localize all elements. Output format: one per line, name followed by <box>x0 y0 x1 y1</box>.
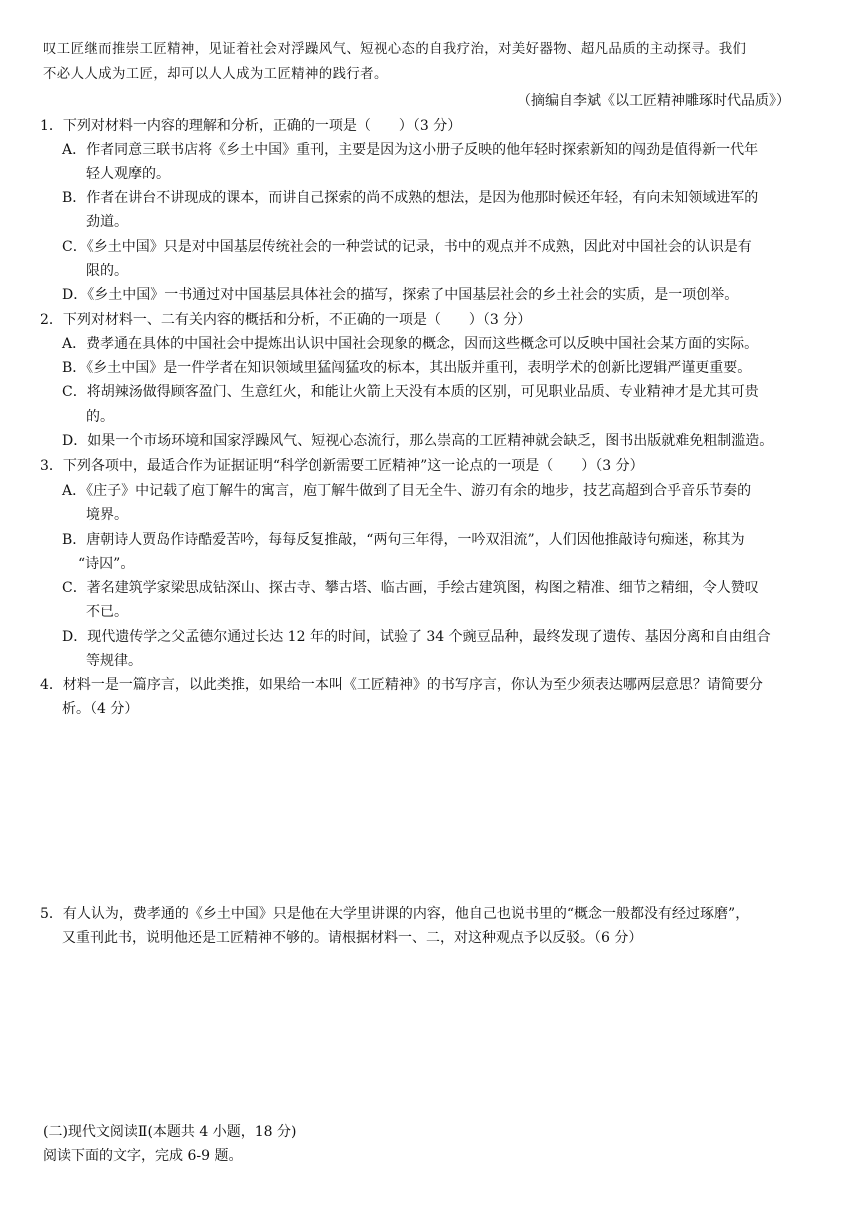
section-title: (二)现代文阅读Ⅱ(本题共 4 小题，18 分) <box>43 1124 297 1140</box>
question-3-option-c: C．著名建筑学家梁思成钻深山、探古寺、攀古塔、临古画，手绘古建筑图，构图之精准、细节之精细，令人赞叹 <box>62 580 759 596</box>
question-1-stem: 1．下列对材料一内容的理解和分析，正确的一项是（ ）（3 分） <box>40 118 462 134</box>
question-3-option-a: A．《庄子》中记载了庖丁解牛的寓言，庖丁解牛做到了目无全牛、游刃有余的地步，技艺高超到合乎音乐节奏的 <box>62 483 752 499</box>
question-2-option-c: C．将胡辣汤做得顾客盈门、生意红火，和能让火箭上天没有本质的区别，可见职业品质、专业精神才是尤其可贵 <box>62 384 759 400</box>
section-instruction: 阅读下面的文字，完成 6-9 题。 <box>43 1148 243 1164</box>
question-2-option-c-cont: 的。 <box>86 409 114 425</box>
question-3-stem: 3．下列各项中，最适合作为证据证明“科学创新需要工匠精神”这一论点的一项是（ ）（3 分） <box>40 458 644 474</box>
question-2-stem: 2．下列对材料一、二有关内容的概括和分析，不正确的一项是（ ）（3 分） <box>40 312 532 328</box>
question-4-stem: 4．材料一是一篇序言，以此类推，如果给一本叫《工匠精神》的书写序言，你认为至少须表达哪两层意思？请简要分 <box>40 677 763 693</box>
question-1-option-c-cont: 限的。 <box>86 263 128 279</box>
question-2-option-b: B．《乡土中国》是一件学者在知识领域里猛闯猛攻的标本，其出版并重刊，表明学术的创新比逻辑严谨更重要。 <box>62 360 752 376</box>
question-1-option-a-cont: 轻人观摩的。 <box>86 166 170 182</box>
question-4-stem-cont: 析。（4 分） <box>62 701 139 717</box>
intro-line-1: 叹工匠继而推崇工匠精神，见证着社会对浮躁风气、短视心态的自我疗治，对美好器物、超凡品质的主动探寻。我们 <box>43 42 747 57</box>
source-citation: （摘编自李斌《以工匠精神雕琢时代品质》） <box>517 93 790 109</box>
question-3-option-a-cont: 境界。 <box>86 507 128 523</box>
question-3-option-d: D．现代遗传学之父孟德尔通过长达 12 年的时间，试验了 34 个豌豆品种，最终发现了遗传、基因分离和自由组合 <box>62 629 771 645</box>
question-3-option-c-cont: 不已。 <box>86 604 128 620</box>
question-3-option-d-cont: 等规律。 <box>86 653 142 669</box>
question-1-option-a: A．作者同意三联书店将《乡土中国》重刊，主要是因为这小册子反映的他年轻时探索新知的闯劲是值得新一代年 <box>62 142 759 158</box>
question-2-option-a: A．费孝通在具体的中国社会中提炼出认识中国社会现象的概念，因而这些概念可以反映中国社会某方面的实际。 <box>62 336 759 352</box>
question-1-option-d: D．《乡土中国》一书通过对中国基层具体社会的描写，探索了中国基层社会的乡土社会的实质，是一项创举。 <box>62 287 739 303</box>
question-3-option-b: B．唐朝诗人贾岛作诗酷爱苦吟，每每反复推敲，“两句三年得，一吟双泪流”，人们因他推敲诗句痴迷，称其为 <box>62 532 745 548</box>
intro-line-2: 不必人人成为工匠，却可以人人成为工匠精神的践行者。 <box>43 67 388 82</box>
question-5-stem-cont: 又重刊此书，说明他还是工匠精神不够的。请根据材料一、二，对这种观点予以反驳。（6 分） <box>62 930 643 946</box>
question-2-option-d: D．如果一个市场环境和国家浮躁风气、短视心态流行，那么崇高的工匠精神就会缺乏，图书出版就难免粗制滥造。 <box>62 433 774 449</box>
question-1-option-b-cont: 劲道。 <box>86 214 128 230</box>
question-1-option-b: B．作者在讲台不讲现成的课本，而讲自己探索的尚不成熟的想法，是因为他那时候还年轻，有向未知领域进军的 <box>62 190 759 206</box>
question-1-option-c: C．《乡土中国》只是对中国基层传统社会的一种尝试的记录，书中的观点并不成熟，因此对中国社会的认识是有 <box>62 239 752 255</box>
question-3-option-b-cont: “诗囚”。 <box>78 556 135 572</box>
question-5-stem: 5．有人认为，费孝通的《乡土中国》只是他在大学里讲课的内容，他自己也说书里的“概念一般都没有经过琢磨”， <box>40 906 750 922</box>
